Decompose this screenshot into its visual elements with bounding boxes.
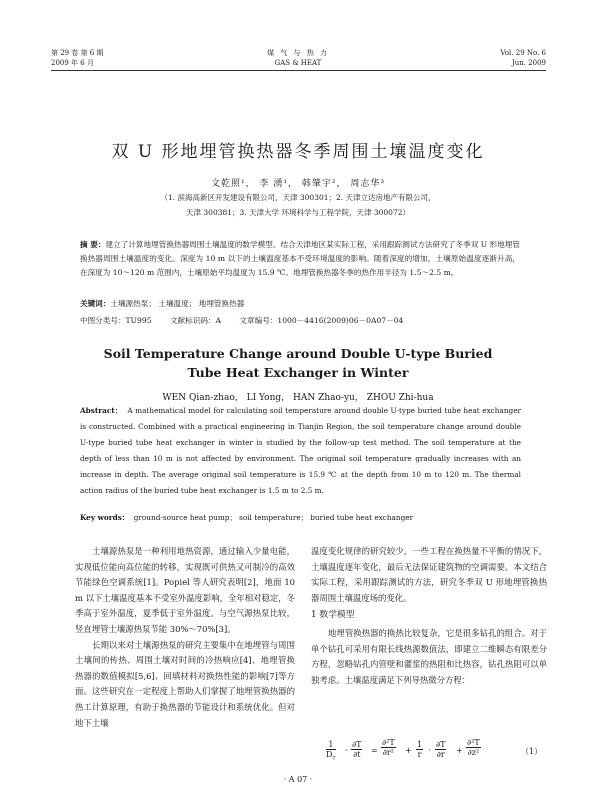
keywords-en-text: ground-source heat pump； soil temperature； buried tube heat exchanger	[133, 513, 414, 522]
title-cn: 双 U 形地埋管换热器冬季周围土壤温度变化	[111, 142, 485, 162]
affiliation-cn-line2: 天津 300381；3. 天津大学 环境科学与工程学院，天津 300072）	[186, 208, 410, 217]
header-rule	[51, 70, 546, 71]
body-paragraph: 长期以来对土壤源热泵的研究主要集中在地埋管与周围土壤间的传热、周围土壤对时间的冷热响应[4]、地埋管换热器的数值模拟[5,6]、回填材料对换热性能的影响[7]等方面。这些研究在一定程度上帮助人们掌握了地埋管换热器的热工计算原理，有助于换热器的节能设计和系统优化。但对地下土壤	[75, 639, 295, 728]
abstract-cn-label: 摘 要：	[80, 240, 106, 249]
abstract-cn	[80, 238, 520, 280]
authors-en: WEN Qian-zhao， LI Yong， HAN Zhao-yu， ZHOU Zhi-hua	[162, 393, 434, 403]
body-paragraph: 土壤源热泵是一种利用地热资源，通过输入少量电能，实现低位能向高位能的转移，实现既可供热又可制冷的高效节能绿色空调系统[1]。Popiel 等人研究表明[2]，地面 10 m 以下土壤温度基本不受室外温度影响，全年相对稳定，冬季高于室外温度，夏季低于室外温度。与空气源热泵比较，竖直埋管土壤源热泵节能 30%～70%[3]。	[75, 546, 295, 634]
page-number: · A 07 ·	[283, 775, 313, 784]
keywords-cn	[80, 298, 244, 309]
equation-term: ∂²T ∂r²	[382, 738, 395, 757]
body-paragraph: 地埋管换热器的换热比较复杂，它是很多钻孔的组合。对于单个钻孔可采用有限长线热源数值法，即建立二维瞬态有限差分方程，忽略钻孔内管壁和灌浆的热阻和比热容，钻孔热阻可以单独考虑。土壤温度满足下列导热微分方程：	[311, 627, 547, 685]
title-en-line2: Tube Heat Exchanger in Winter	[187, 365, 409, 380]
header-volume-en	[420, 48, 546, 68]
header-date-cn: 2009 年 6 月	[51, 59, 94, 67]
header-volume-issue: 第 29 卷 第 6 期	[51, 49, 104, 57]
abstract-en	[80, 403, 521, 499]
title-en	[0, 344, 596, 382]
authors-cn: 文乾照¹， 李 湧¹， 韩肇宇²， 周志华³	[211, 179, 385, 189]
abstract-en-label: Abstract：	[80, 406, 123, 415]
body-paragraph: 温度变化规律的研究较少，一些工程在换热量不平衡的情况下，土壤温度逐年变化，最后无法保证建筑物的空调需要。本文结合实际工程，采用跟踪测试的方法，研究冬季双 U 形地埋管换热器周围土壤温度场的变化。	[311, 546, 547, 603]
body-column-right	[311, 544, 547, 688]
equation-term: ∂²T ∂z²	[467, 738, 480, 757]
header-volume	[51, 48, 104, 68]
section-heading: 1 数学模型	[311, 610, 355, 621]
body-column-left	[75, 544, 295, 731]
keywords-en-label: Key words：	[80, 513, 130, 522]
keywords-en	[80, 513, 413, 523]
title-en-line1: Soil Temperature Change around Double U-type Buried	[103, 346, 493, 361]
affiliation-cn-line1: （1. 滨海高新区开发建设有限公司，天津 300301；2. 天津立达房地产有限公司，	[160, 193, 436, 202]
article-number: 文章编号：1000－4416(2009)06－0A07－04	[239, 316, 404, 325]
abstract-en-text: A mathematical model for calculating soil temperature around double U-type buried tube heat exchanger is constructed. Combined with a practical engineering in Tianjin Region, the soil temperature change around double U-type buried tube heat exchanger in winter is studied by the follow-up test method. The soil temperature at the depth of less than 10 m is not affected by environment. The original soil temperature gradually increases with an increase in depth. The average original soil temperature is 15.9 ℃ at the depth from 10 m to 120 m. The thermal action radius of the buried tube heat exchanger is 1.5 m to 2.5 m.	[80, 406, 521, 495]
classification-line	[80, 315, 419, 326]
abstract-cn-text: 建立了计算地埋管换热器周围土壤温度的数学模型。结合天津地区某实际工程，采用跟踪测试方法研究了冬季双 U 形地埋管换热器周围土壤温度的变化。深度为 10 m 以下的土壤温度基本不受环境温度的影响。随着深度的增加，土壤原始温度逐渐升高，在深度为 10～120 m 范围内，土壤原始平均温度为 15.9 ℃。地埋管换热器冬季的热作用半径为 1.5～2.5 m。	[80, 240, 520, 277]
equation-term: 1 r	[417, 740, 423, 759]
clc-number: 中图分类号：TU995	[80, 316, 152, 325]
equation-term: 1 $D_T$	[326, 740, 336, 762]
header-volume-issue-en: Vol. 29 No. 6	[500, 49, 546, 57]
header-date-en: Jun. 2009	[511, 59, 546, 67]
equation-1: 1 $D_T$ · ∂T ∂t = ∂²T ∂r² + 1 r · ∂T ∂r + ∂²T ∂z² （1）	[326, 738, 543, 762]
keywords-cn-text: 土壤源热泵； 土壤温度； 地埋管换热器	[110, 299, 245, 308]
equation-term: ∂T ∂r	[436, 740, 446, 759]
document-code: 文献标识码：A	[169, 316, 221, 325]
keywords-cn-label: 关键词：	[80, 299, 111, 308]
header-journal-en: GAS & HEAT	[274, 59, 322, 67]
equation-number: （1）	[521, 747, 543, 756]
header-journal	[198, 48, 398, 68]
equation-term: ∂T ∂t	[352, 740, 362, 759]
header-journal-cn: 煤 气 与 热 力	[267, 49, 329, 57]
